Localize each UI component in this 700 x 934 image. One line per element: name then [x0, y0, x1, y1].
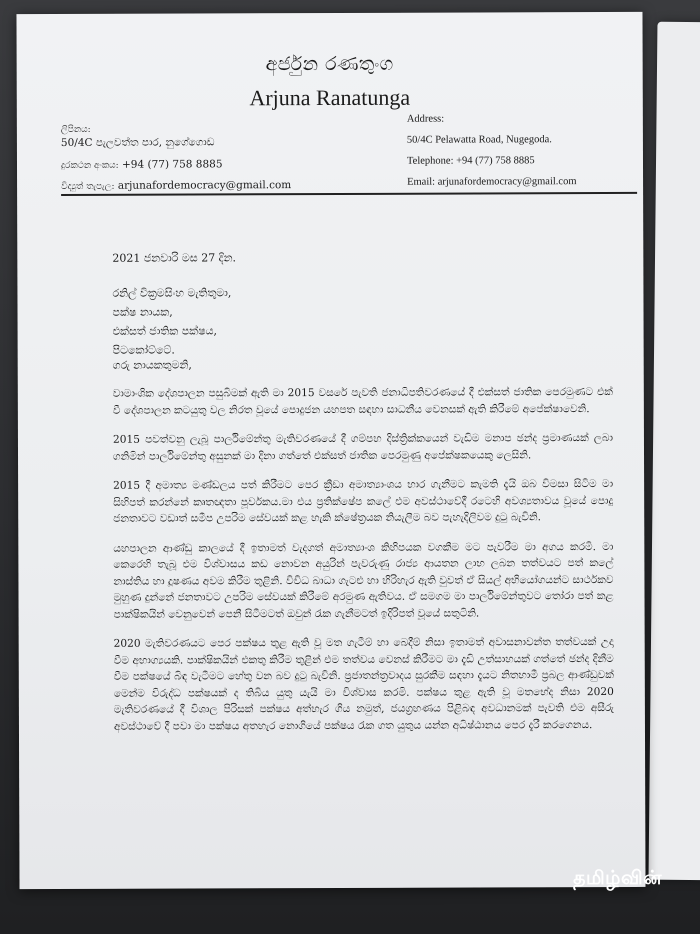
phone-row-si	[61, 158, 291, 180]
watermark-logo: தமிழ்வின்	[573, 867, 662, 889]
letter-sheet	[16, 12, 645, 889]
recipient-line: රනිල් වික්‍රමසිංහ මැතිතුමා,	[112, 286, 232, 300]
address-row-si	[60, 123, 291, 149]
phone-value-en: Telephone: +94 (77) 758 8885	[406, 155, 535, 167]
body-paragraph: යහපාලන ආණ්ඩු කාලයේ දී ඉතාමත් වැදගත් අමාත්‍යාංශ කිහිපයක වගකීම මට පැවරීම මා අගය කරමි. මා කෙරෙහි තැබූ එම විශ්වාසය කඩ නොවන අයුරින් පැවරුණු රාජ්‍ය ආයතන ලාභ ලබන තත්වයට පත් කලේ නාස්තිය හා දූෂණය අවම කිරීම තුළිනි. විවිධ බාධා ගැටළු හා හිරිහැර ඇති වුවත් ඒ සියල් අභියෝගයන්ට සාර්ථකව මුහුණ දුන්නේ ජනතාවට උපරිම සේවයක් කිරීමේ අරමුණ ඇතිවය. ඒ සමගම මා පාර්ලිමේන්තුවට තෝරා පත් කළ පාක්ෂිකයින් වෙනුවෙන් පෙනී සිටීමටත් ඔවුන් රැක ගැනීමටත් ඉදිරිපත් වූයේ සතුටිනි.	[113, 540, 614, 621]
email-value-si: arjunafordemocracy@gmail.com	[117, 179, 292, 192]
letter-date: 2021 ජනවාරි මස 27 දින.	[112, 251, 237, 265]
body-paragraph: 2020 මැතිවරණයට පෙර පක්ෂය තුළ ඇති වූ මත ගැටීම් හා බෙදීම් නිසා ඉතාමත් අවාසනාවන්ත තත්වයක් උදා වීම අභාග්‍යයකි. පාක්ෂිකයින් එකතු කිරීම තුළින් එම තත්වය වෙනස් කිරීමට මා දැඩි උත්සාහයක් ගත්තේ ඡන්ද දිනීම වීම පක්ෂයේ බිඳ වැටීමට හේතු වන බව දුටු බැවිනි. ප්‍රජාතන්ත්‍රවාදය සුරකීම සඳහා දැයට නිතහාමී ප්‍රබල ආණ්ඩුවක් මෙන්ම විරුද්ධ පක්ෂයක් ද තිබිය යුතු යැයි මා විශ්වාස කරමි. පක්ෂය තුළ ඇති වූ මතභේද නිසා 2020 මැතිවරණයේ දී විශාල පිරිසක් පක්ෂය අත්හැර ගිය නමුත්, ජයග්‍රහණය පිළිබඳ අවධානමක් පැවති එම අසීරු අවස්ථාවේ දී පවා මා පක්ෂය අතහැර නොගියේ පක්ෂය රැක ගත යුතුය යන්න අධිෂ්ඨානය පෙර දැරී කරගෙනය.	[113, 636, 614, 733]
recipient-line: එක්සත් ජාතික පක්ෂය,	[112, 324, 217, 338]
recipient-block	[112, 283, 231, 359]
email-row-si	[61, 179, 291, 201]
address-value-si: 50/4C පැලවත්ත පාර, නුගේගොඩ	[60, 136, 215, 149]
body-paragraph: වාමාංශික දේශපාලන පසුබිමක් ඇති මා 2015 වසරේ පැවති ජනාධිපතිවරණයේ දී එක්සත් ජාතික පෙරමුණට එක් වී දේශපාලන කටයුතු වල නිරත වූයේ පොදුජන යහපත සඳහා සාධනීය වෙනසක් ඇති කිරීමේ අපේක්ෂාවෙනි.	[112, 386, 613, 417]
recipient-line: පිටකෝට්ටේ.	[112, 343, 175, 357]
email-value-en: Email: arjunafordemocracy@gmail.com	[407, 176, 577, 188]
background-sheet	[649, 22, 700, 881]
address-label-en: Address:	[406, 113, 445, 125]
recipient-line: පක්ෂ නායක,	[112, 305, 173, 319]
letterhead-contact-sinhala	[61, 123, 291, 201]
letterhead-name-sinhala: අර්ජුන රණතුංග	[265, 52, 394, 76]
salutation: ගරු නායකතුමනි,	[112, 358, 192, 372]
phone-value-si: +94 (77) 758 8885	[121, 158, 223, 171]
address-label-si: ලිපිනය:	[60, 124, 91, 135]
phone-label-si: දුරකථන අංකය:	[60, 160, 119, 171]
letter-body	[113, 384, 614, 748]
email-label-si: විද්‍යුත් තැපැල:	[61, 181, 115, 192]
address-value-en: 50/4C Pelawatta Road, Nugegoda.	[406, 134, 552, 146]
body-paragraph: 2015 පවත්වනු ලැබූ පාර්ලිමේන්තු මැතිවරණයේ දී ගම්පහ දිස්ත්‍රික්කයෙන් වැඩිම මනාප ඡන්ද ප්‍රමාණයක් ලබා ගනිමින් පාර්ලිමේන්තු අසුනක් මා දිනා ගත්තේ එක්සත් ජාතික පෙරමුණු අපේක්ෂකයෙකු ලෙසිනි.	[112, 432, 613, 463]
body-paragraph: 2015 දී අමාත්‍ය මණ්ඩලය පත් කිරීමට පෙර ක්‍රීඩා අමාත්‍යාංශය භාර ගැනීමට කැමති දැයි ඔබ විමසා සිටිම මා සිහිපත් කරන්නේ කෘතඥතා පූර්වකය.මා එය ප්‍රතික්ෂේප කලේ එම අවස්ථාවේදී රටෙහි අවශ්‍යතාවය වූයේ පොදු ජනතාවට වඩාත් සමීප උපරිම සේවයක් කළ හැකි ක්ෂේත්‍රයක නියැලීම බව පැහැදිලිවම දුටු බැවිනි.	[113, 478, 614, 525]
letterhead-contact-english	[407, 112, 577, 197]
letterhead-name-english: Arjuna Ranatunga	[249, 84, 411, 111]
